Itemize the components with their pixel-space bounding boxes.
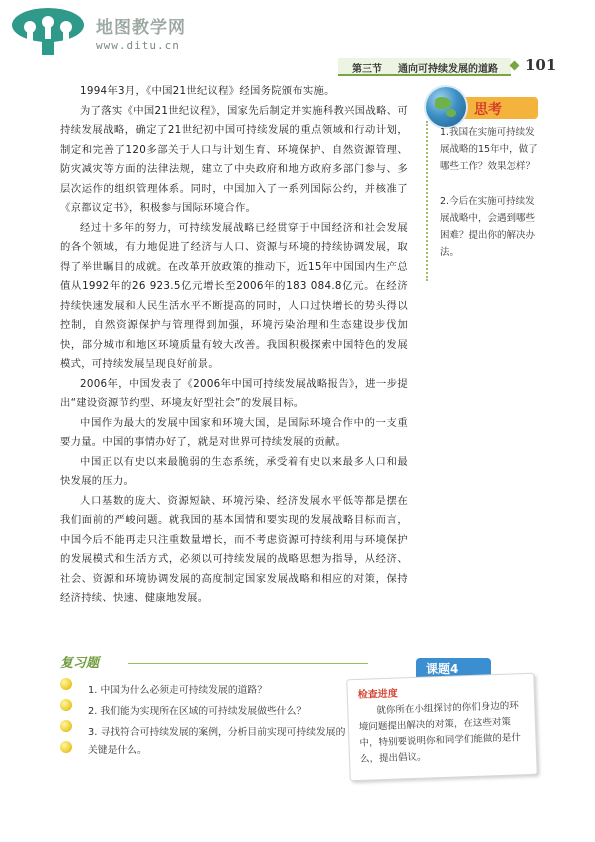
paragraph: 中国正以有史以来最脆弱的生态系统，承受着有史以来最多人口和最快发展的压力。: [60, 455, 408, 487]
running-header: [0, 56, 595, 78]
section-label: 第三节: [352, 64, 382, 75]
bullet-icon: [60, 720, 72, 732]
site-logo[interactable]: [8, 5, 208, 57]
tree-logo-icon: [8, 5, 88, 57]
review-item: 2. 我们能为实现所在区域的可持续发展做些什么？: [88, 706, 307, 717]
review-item: 1. 中国为什么必须走可持续发展的道路？: [88, 685, 268, 696]
review-title: 复习题: [60, 656, 100, 671]
bullet-icon: [60, 678, 72, 690]
paragraph: 经过十多年的努力，可持续发展战略已经贯穿于中国经济和社会发展的各个领域，有力地促进了经济与人口、资源与环境的持续协调发展，取得了举世瞩目的成就。在改革开放政策的推动下，近15年中国国内生产总值从1992年的26 923.5亿元增长至2006年的183 084.8亿元。在经济持续快速发展和人民生活水平不断提高的同时，人口过快增长的势头得以控制，自然资源保护与管理得到加强，环境污染治理和生态建设步伐加快，部分城市和地区环境质量有较大改善。我国积极探索中国特色的发展模式，可持续发展呈现良好前景。: [60, 221, 408, 370]
divider: [128, 663, 368, 664]
site-name: 地图教学网: [96, 18, 186, 38]
project-note: [346, 673, 537, 781]
section-title: 通向可持续发展的道路: [398, 64, 498, 75]
review-item: 3. 寻找符合可持续发展的案例，分析目前实现可持续发展的关键是什么。: [88, 727, 346, 756]
bullet-icon: [60, 699, 72, 711]
bullet-icon: [60, 741, 72, 753]
page-number: 101: [525, 56, 557, 74]
diamond-icon: [510, 61, 520, 71]
project-subtitle: 检查进度: [357, 688, 399, 701]
paragraph: 1994年3月，《中国21世纪议程》经国务院颁布实施。: [80, 85, 335, 97]
project-card: [348, 658, 540, 774]
site-url[interactable]: www.ditu.cn: [96, 39, 180, 52]
main-text: [60, 82, 408, 609]
paragraph: 为了落实《中国21世纪议程》，国家先后制定并实施科教兴国战略、可持续发展战略，确定了21世纪初中国可持续发展的重点领域和行动计划，制定和完善了120多部关于人口与计划生育、环境保护、自然资源管理、防灾减灾等方面的法律法规，建立了中央政府和地方政府多部门参与、多层次运作的组织管理体系。同时，中国加入了一系列国际公约，并核准了《京都议定书》，积极参与国际环境合作。: [60, 104, 408, 214]
think-questions: [426, 121, 540, 281]
project-text: 就你所在小组探讨的你们身边的环境问题提出解决的对策，在这些对策中，特别要说明你和同学们能做的是什么，提出倡议。: [358, 700, 522, 765]
paragraph: 2006年，中国发表了《2006年中国可持续发展战略报告》，进一步提出“建设资源节约型、环境友好型社会”的发展目标。: [60, 377, 408, 409]
paragraph: 中国作为最大的发展中国家和环境大国，是国际环境合作中的一支重要力量。中国的事情办好了，就是对世界可持续发展的贡献。: [60, 416, 408, 448]
think-label: 思考: [474, 102, 502, 118]
think-question: 1.我国在实施可持续发展战略的15年中，做了哪些工作？效果怎样？: [440, 127, 538, 172]
project-tab-label: 课题4: [426, 662, 459, 676]
paragraph: 人口基数的庞大、资源短缺、环境污染、经济发展水平低等都是摆在我们面前的严峻问题。就我国的基本国情和要实现的发展战略目标而言，中国今后不能再走只注重数量增长，而不考虑资源可持续利用与环境保护的发展模式和生活方式，必须以可持续发展的战略思想为指导，从经济、社会、资源和环境协调发展的高度制定国家发展战略和相应的对策，保持经济持续、快速、健康地发展。: [60, 494, 408, 604]
think-question: 2.今后在实施可持续发展战略中，会遇到哪些困难？提出你的解决办法。: [440, 196, 536, 258]
